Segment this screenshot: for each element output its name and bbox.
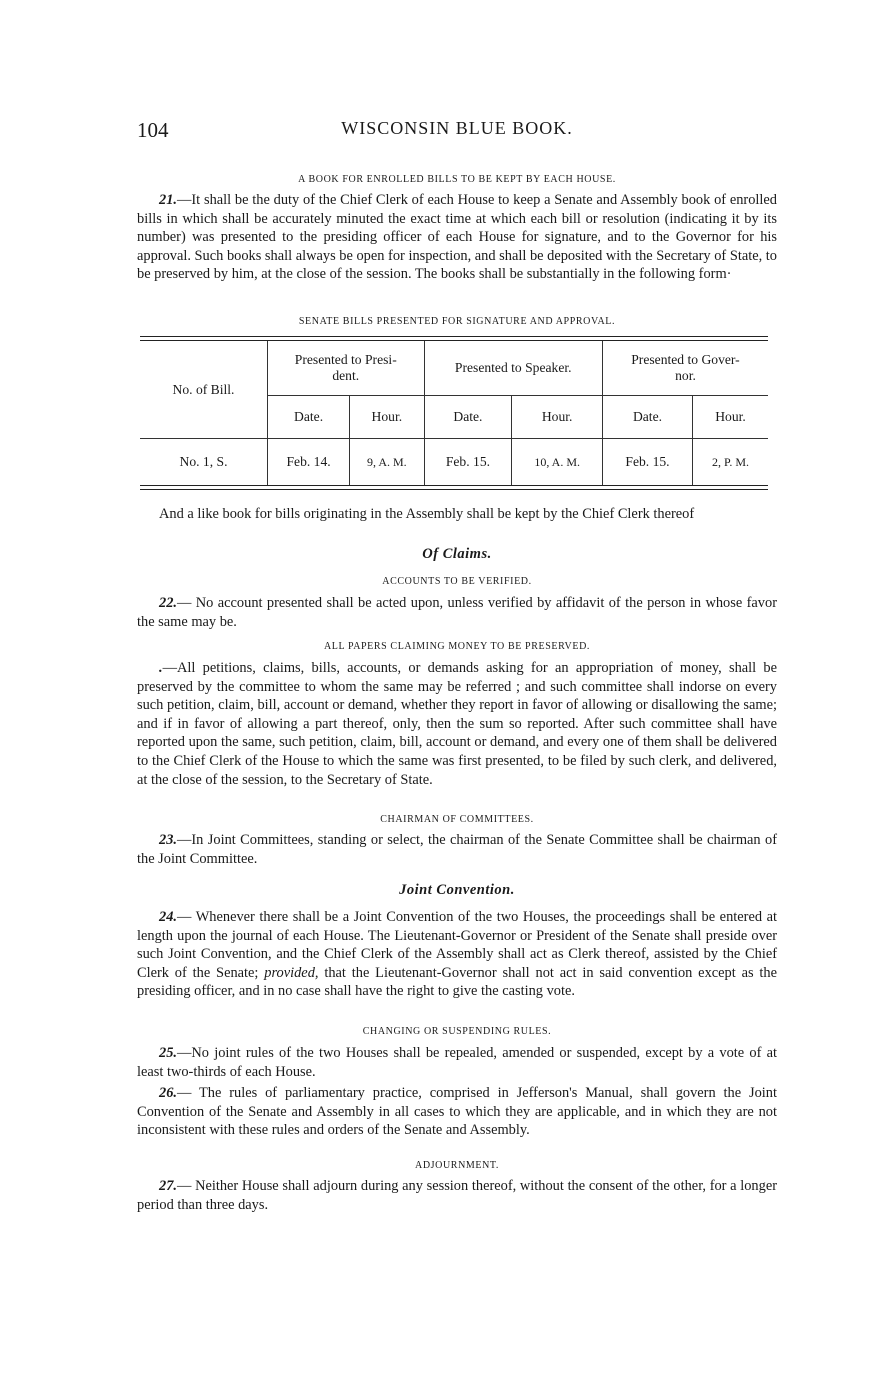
paragraph-rule-25 xyxy=(137,1044,777,1081)
rule-text: — No account presented shall be acted upon, unless verified by affidavit of the person in whose favor the same may be. xyxy=(137,595,777,630)
rule-number: 25. xyxy=(159,1045,177,1061)
col-header-date: Date. xyxy=(268,396,350,439)
col-group-governor xyxy=(602,341,768,396)
paragraph-assembly-book: And a like book for bills originating in the Assembly shall be kept by the Chief Clerk thereof xyxy=(159,506,695,522)
group-president-line1: Presented to Presi- xyxy=(294,352,397,367)
rule-text: — The rules of parliamentary practice, comprised in Jefferson's Manual, shall govern the Joint Convention of the Senate and Assembly in all cases to which they are applicable, and in which they are not inconsistent with these rules and orders of the Senate and Assembly. xyxy=(137,1085,777,1139)
table-row xyxy=(140,439,768,486)
rule-number: 24. xyxy=(159,909,177,925)
col-group-president xyxy=(268,341,425,396)
cell-president-date: Feb. 14. xyxy=(268,439,350,486)
paragraph-rule-27 xyxy=(137,1177,777,1214)
table-bottom-rule xyxy=(140,485,768,490)
paragraph-rule-22 xyxy=(137,594,777,631)
col-header-bill-number: No. of Bill. xyxy=(140,341,268,439)
paragraph-rule-21 xyxy=(137,191,777,284)
section-heading-accounts: ACCOUNTS TO BE VERIFIED. xyxy=(382,576,532,587)
col-header-hour: Hour. xyxy=(512,396,603,439)
col-header-hour: Hour. xyxy=(693,396,768,439)
section-title-claims: Of Claims. xyxy=(422,546,492,562)
cell-president-hour: 9, A. M. xyxy=(350,439,424,486)
rule-number: . xyxy=(159,660,163,676)
section-heading-enrolled-bills: A BOOK FOR ENROLLED BILLS TO BE KEPT BY EACH HOUSE. xyxy=(298,174,616,185)
col-group-speaker xyxy=(424,341,602,396)
section-heading-papers: ALL PAPERS CLAIMING MONEY TO BE PRESERVED. xyxy=(323,641,590,652)
group-governor-line1: Presented to Gover- xyxy=(631,352,740,367)
running-title: WISCONSIN BLUE BOOK. xyxy=(341,118,573,138)
group-president-line2: dent. xyxy=(332,368,360,383)
section-heading-adjournment: ADJOURNMENT. xyxy=(415,1160,499,1171)
paragraph-papers xyxy=(137,659,777,789)
rule-text: —All petitions, claims, bills, accounts, or demands asking for an appropriation of money, shall be preserved by the committee to whom the same may be referred ; and such committee shall indorse on every such petition, claim, bill, account or demand, whether they report in favor of allowing or disallowing the same; and if in favor of allowing a part thereof, only, then the sum so reported. After such committee shall have reported upon the same, such petition, claim, bill, account or demand, and every one of them shall be delivered to the Chief Clerk of the House to which the same was first presented, to be filed by such clerk, and delivered, at the close of the session, to the Secretary of State. xyxy=(137,660,777,788)
cell-speaker-date: Feb. 15. xyxy=(424,439,512,486)
rule-text: —In Joint Committees, standing or select, the chairman of the Senate Committee shall be chairman of the Joint Committee. xyxy=(137,832,777,867)
section-heading-chairman: CHAIRMAN OF COMMITTEES. xyxy=(380,814,534,825)
group-speaker-line1: Presented to Speaker. xyxy=(454,360,572,375)
cell-bill-number: No. 1, S. xyxy=(140,439,268,486)
col-header-date: Date. xyxy=(602,396,692,439)
rule-text: —No joint rules of the two Houses shall be repealed, amended or suspended, except by a vote of at least two-thirds of each House. xyxy=(137,1045,777,1080)
paragraph-rule-24 xyxy=(137,908,777,1001)
cell-governor-hour: 2, P. M. xyxy=(712,454,750,469)
paragraph-rule-26 xyxy=(137,1084,777,1140)
rule-text: — Neither House shall adjourn during any session thereof, without the consent of the other, for a longer period than three days. xyxy=(137,1178,777,1213)
rule-text: —It shall be the duty of the Chief Clerk of each House to keep a Senate and Assembly book of enrolled bills in which shall be accurately minuted the exact time at which each bill or resolution (indicating it by its number) was presented to the presiding officer of each House for signature, and to the Governor for his approval. Such books shall always be open for inspection, and shall be deposited with the Secretary of State, to be preserved by him, at the close of the session. The books shall be substantially in the following form· xyxy=(137,192,777,283)
col-header-hour: Hour. xyxy=(350,396,424,439)
rule-number: 27. xyxy=(159,1178,177,1194)
rule-number: 23. xyxy=(159,832,177,848)
rule-text-a: — Whenever there shall be a Joint Convention of the two Houses, the proceedings shall be entered at length upon the journal of each House. The Lieutenant-Governor or President of the Senate shall preside over such Joint Convention, and the Chief Clerk of the Assembly shall act as Clerk thereof, assisted by the Chief Clerk of the Senate; xyxy=(137,909,777,981)
section-title-joint-convention: Joint Convention. xyxy=(399,882,515,898)
page-number: 104 xyxy=(137,118,169,142)
col-header-date: Date. xyxy=(424,396,512,439)
paragraph-rule-23 xyxy=(137,831,777,868)
rule-number: 26. xyxy=(159,1085,177,1101)
table-caption: SENATE BILLS PRESENTED FOR SIGNATURE AND APPROVAL. xyxy=(298,316,616,327)
rule-number: 21. xyxy=(159,192,177,208)
rule-text-b: that the Lieutenant-Governor shall not act in said convention except as the presiding officer, and in no case shall have the right to give the casting vote. xyxy=(137,964,777,1000)
rule-number: 22. xyxy=(159,595,177,611)
rule-text-provided: provided, xyxy=(264,964,319,981)
cell-governor-date: Feb. 15. xyxy=(602,439,692,486)
cell-speaker-hour: 10, A. M. xyxy=(512,439,603,486)
senate-bills-table-wrap xyxy=(140,336,768,490)
senate-bills-table xyxy=(140,341,768,485)
page-header xyxy=(137,118,777,148)
group-governor-line2: nor. xyxy=(675,368,696,383)
section-heading-changing-rules: CHANGING OR SUSPENDING RULES. xyxy=(362,1026,552,1037)
